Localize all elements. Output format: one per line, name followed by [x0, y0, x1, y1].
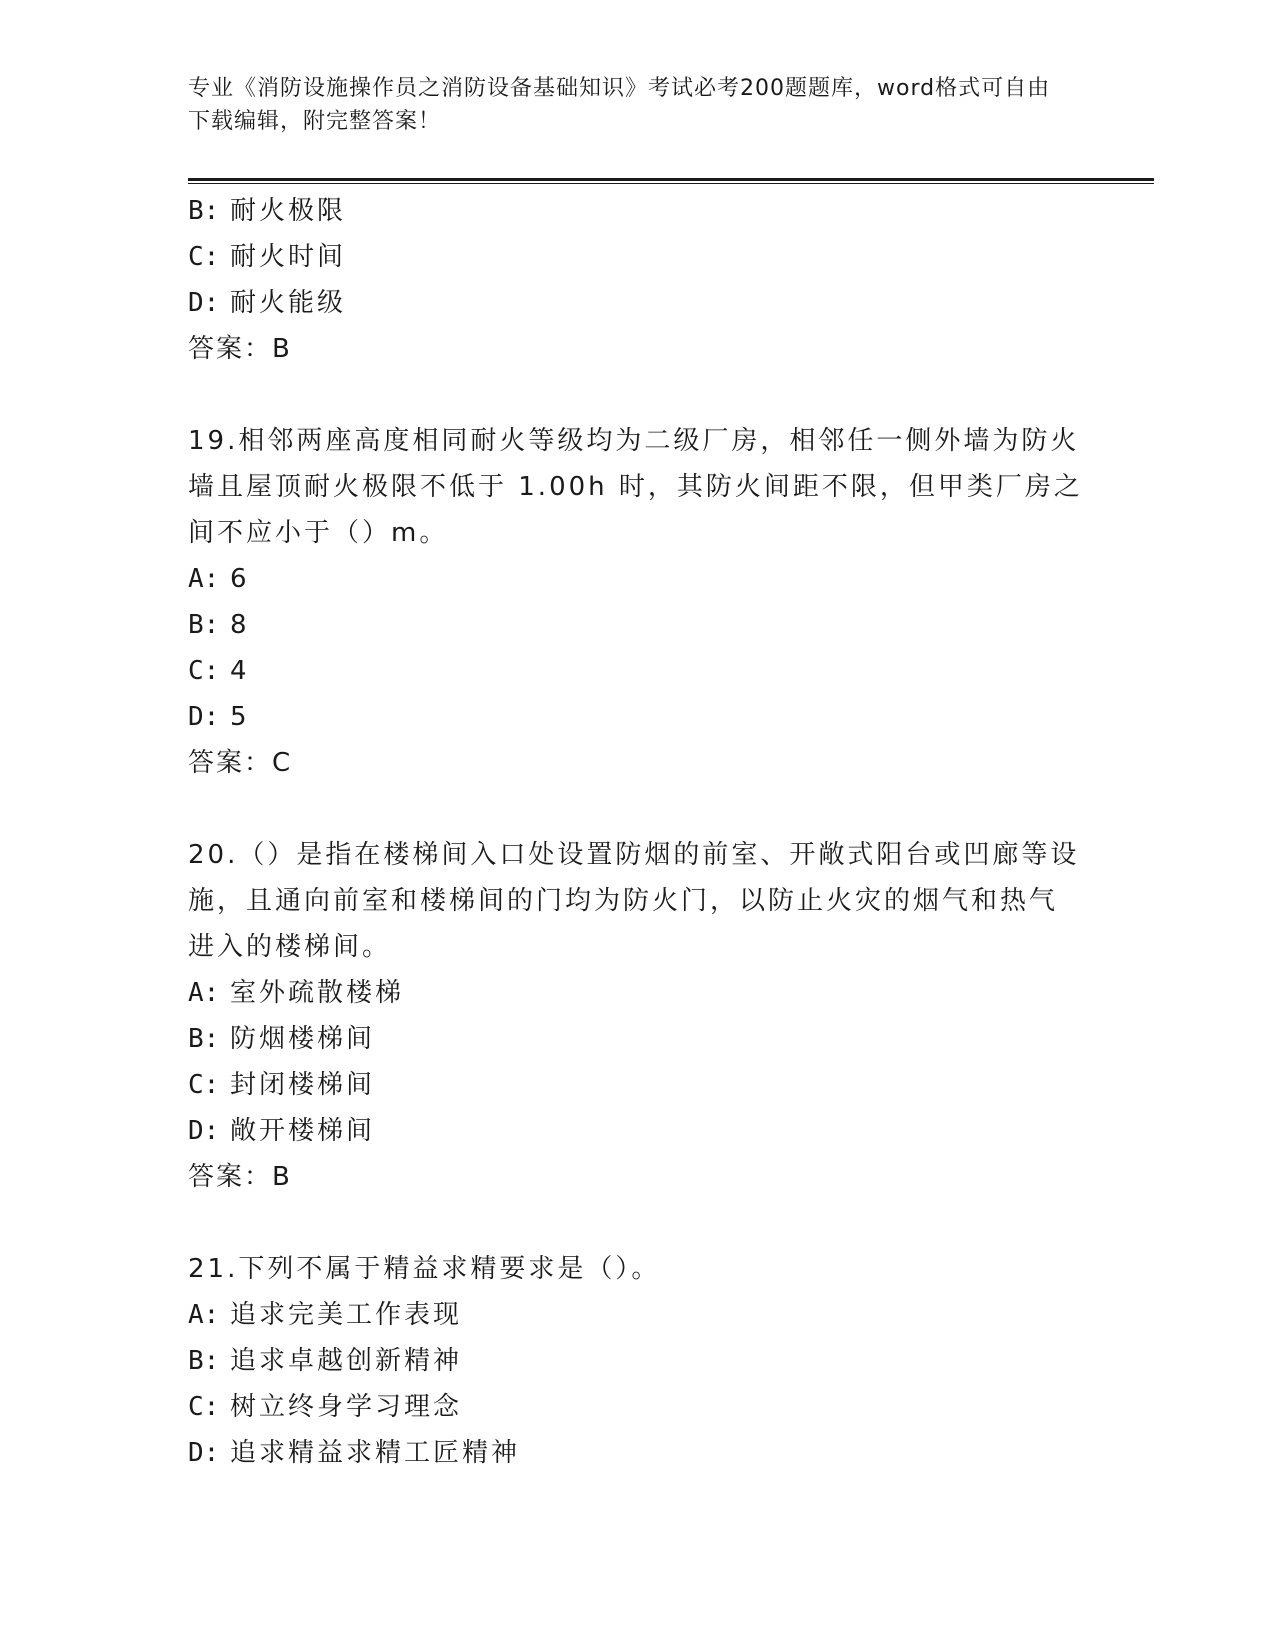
option-letter: A:	[188, 1300, 220, 1330]
option-text: 耐火时间	[230, 242, 347, 272]
option-text: 耐火能级	[230, 288, 347, 318]
option-text: 追求完美工作表现	[230, 1300, 463, 1330]
option-text: 耐火极限	[230, 196, 347, 226]
option-text: 防烟楼梯间	[230, 1024, 376, 1054]
question-21	[188, 1246, 1088, 1476]
spacer	[188, 786, 1088, 832]
option-text: 4	[230, 656, 250, 686]
header-rule-thin	[188, 183, 1154, 184]
header-rule-thick	[188, 178, 1154, 181]
option-a	[188, 1292, 1088, 1338]
spacer	[188, 372, 1088, 418]
answer-line: 答案：B	[188, 334, 292, 364]
document-header: 专业《消防设施操作员之消防设备基础知识》考试必考200题题库，word格式可自由下载编辑，附完整答案！	[188, 76, 1051, 134]
option-text: 室外疏散楼梯	[230, 978, 405, 1008]
option-letter: B:	[188, 1346, 220, 1376]
option-text: 追求卓越创新精神	[230, 1346, 463, 1376]
option-letter: D:	[188, 702, 220, 732]
option-text: 封闭楼梯间	[230, 1070, 376, 1100]
option-letter: B:	[188, 610, 220, 640]
option-b	[188, 1016, 1088, 1062]
option-b	[188, 1338, 1088, 1384]
question-stem-line: 施，且通向前室和楼梯间的门均为防火门，以防止火灾的烟气和热气	[188, 886, 1059, 916]
option-d	[188, 1430, 1088, 1476]
question-stem-line: 进入的楼梯间。	[188, 932, 392, 962]
option-text: 树立终身学习理念	[230, 1392, 463, 1422]
option-letter: C:	[188, 1392, 220, 1422]
option-letter: D:	[188, 1116, 220, 1146]
option-d	[188, 694, 1088, 740]
option-text: 5	[230, 702, 250, 732]
question-20	[188, 832, 1088, 1200]
answer-line: 答案：C	[188, 748, 293, 778]
question-content	[188, 188, 1088, 1476]
question-18-tail	[188, 188, 1088, 372]
option-c	[188, 648, 1088, 694]
question-19	[188, 418, 1088, 786]
spacer	[188, 1200, 1088, 1246]
option-text: 6	[230, 564, 250, 594]
option-letter: D:	[188, 288, 220, 318]
option-letter: D:	[188, 1438, 220, 1468]
option-text: 8	[230, 610, 250, 640]
option-d	[188, 280, 1088, 326]
option-letter: C:	[188, 656, 220, 686]
option-letter: B:	[188, 1024, 220, 1054]
option-a	[188, 970, 1088, 1016]
option-letter: C:	[188, 242, 220, 272]
question-stem-line: 20.（）是指在楼梯间入口处设置防烟的前室、开敞式阳台或凹廊等设	[188, 840, 1080, 870]
option-letter: C:	[188, 1070, 220, 1100]
question-stem-line: 19.相邻两座高度相同耐火等级均为二级厂房，相邻任一侧外墙为防火	[188, 426, 1080, 456]
option-d	[188, 1108, 1088, 1154]
option-c	[188, 1062, 1088, 1108]
answer-line: 答案：B	[188, 1162, 292, 1192]
option-c	[188, 234, 1088, 280]
option-letter: A:	[188, 564, 220, 594]
option-c	[188, 1384, 1088, 1430]
option-text: 追求精益求精工匠精神	[230, 1438, 521, 1468]
question-stem-line: 间不应小于（）m。	[188, 518, 449, 548]
question-stem-line: 墙且屋顶耐火极限不低于 1.00h 时，其防火间距不限，但甲类厂房之	[188, 472, 1083, 502]
option-letter: B:	[188, 196, 220, 226]
option-b	[188, 602, 1088, 648]
option-text: 敞开楼梯间	[230, 1116, 376, 1146]
option-letter: A:	[188, 978, 220, 1008]
option-a	[188, 556, 1088, 602]
option-b	[188, 188, 1088, 234]
question-stem-line: 21.下列不属于精益求精要求是（）。	[188, 1254, 661, 1284]
